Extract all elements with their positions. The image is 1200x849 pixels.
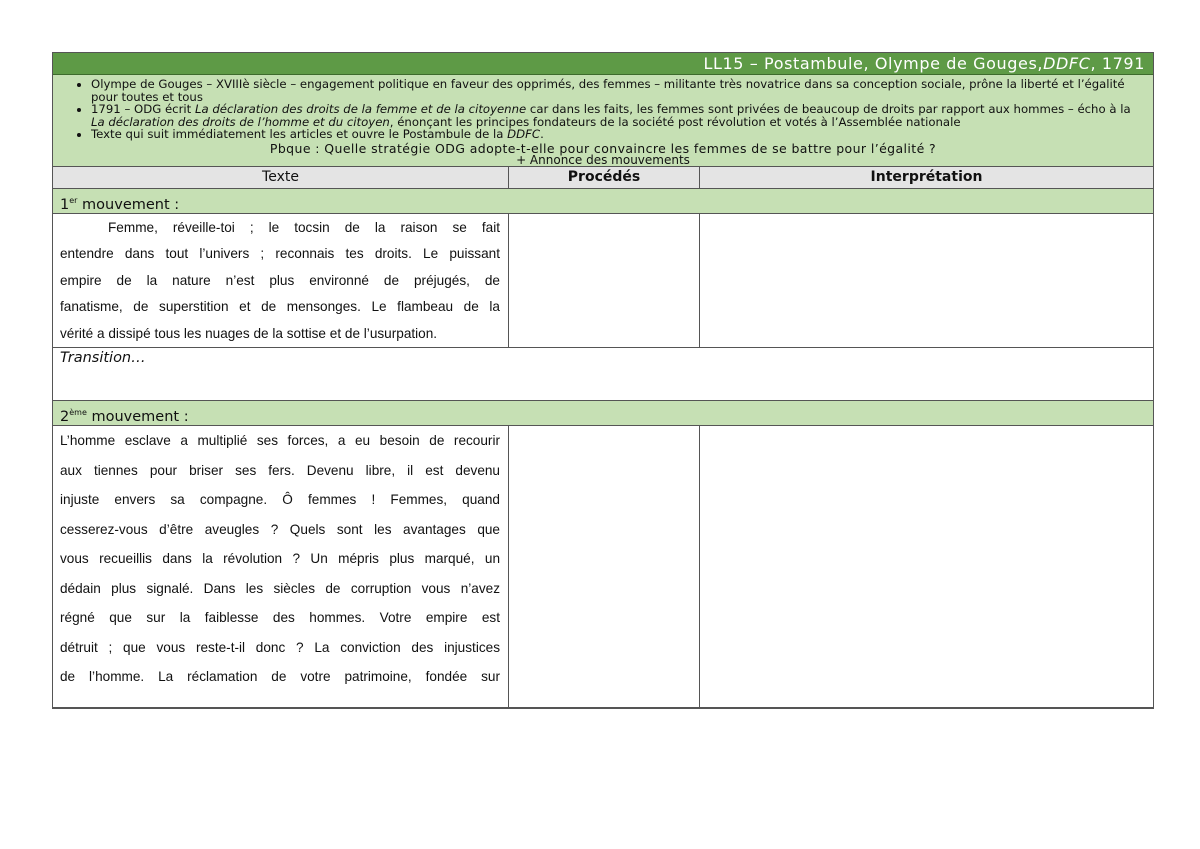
intro-section [53, 75, 1153, 167]
mvt2-label: mouvement : [86, 409, 189, 425]
header-procedes: Procédés [508, 167, 699, 188]
movement-2-procedes-cell[interactable] [508, 426, 699, 708]
title-work: DDFC [1043, 54, 1091, 73]
movement-1-heading [53, 189, 1153, 214]
text-line: vérité a dissipé tous les nuages de la sottise et de l’usurpation. [60, 325, 438, 341]
movement-2-interpretation-cell[interactable] [699, 426, 1153, 708]
header-interpretation: Interprétation [699, 167, 1153, 188]
transition-row[interactable]: Transition… [53, 348, 1153, 401]
text-line: entendre dans tout l’univers ; reconnais tes droits. Le puissant [60, 246, 500, 261]
text-line: dédain plus signalé. Dans les siècles de corruption vous n’avez [60, 580, 500, 596]
mvt2-number: 2 [60, 409, 70, 425]
header-texte: Texte [262, 168, 299, 185]
text-line: Femme, réveille-toi ; le tocsin de la raison se fait [108, 219, 500, 235]
text-line: L’homme esclave a multiplié ses forces, a eu besoin de recourir [60, 433, 500, 448]
intro-bullet-2 [91, 103, 1143, 128]
movement-2-heading [53, 401, 1153, 426]
text-line: cesserez-vous d’être aveugles ? Quels sont les avantages que [60, 521, 500, 537]
title-suffix: , 1791 [1090, 54, 1145, 73]
text-line: empire de la nature n’est plus environné de préjugés, de [60, 272, 500, 288]
bullet2-text-e: , énonçant les principes fondateurs de la société post révolution et votés à l’Assemblée nationale [389, 114, 961, 129]
problematique: Pbque : Quelle stratégie ODG adopte-t-elle pour convaincre les femmes de se battre pour l’égalité ? [269, 140, 937, 156]
column-headers [53, 167, 1153, 189]
intro-bullets [63, 78, 1143, 141]
bullet3-text-c: . [540, 127, 544, 141]
bullet3-title: DDFC [507, 127, 541, 141]
text-line: de l’homme. La réclamation de votre patrimoine, fondée sur [60, 669, 500, 684]
analysis-table [52, 52, 1154, 709]
intro-bullet-1: • Olympe de Gouges – XVIIIè siècle – engagement politique en faveur des opprimés, des femmes – militante très novatrice dans sa conception sociale, prône la liberté et l’égalité pour toutes et tous [91, 78, 1143, 103]
document-title [53, 53, 1153, 75]
text-line: détruit ; que vous reste-t-il donc ? La conviction des injustices [60, 639, 500, 655]
movement-1-interpretation-cell[interactable] [699, 214, 1153, 348]
intro-bullet-3 [91, 128, 1143, 141]
mvt1-number: 1 [60, 196, 70, 213]
title-prefix: LL15 – Postambule, Olympe de Gouges, [703, 54, 1044, 73]
annonce-mouvements: + Annonce des mouvements [516, 152, 690, 167]
mvt1-label: mouvement : [77, 196, 180, 213]
text-line: vous recueillis dans la révolution ? Un mépris plus marqué, un [60, 551, 500, 566]
bullet3-text-a: Texte qui suit immédiatement les articles et ouvre le Postambule de la [91, 127, 508, 141]
bullet2-title-ddhc: La déclaration des droits de l’homme et du citoyen [91, 114, 390, 129]
bullet2-text-a: 1791 – ODG écrit [91, 102, 195, 116]
movement-2-text [53, 426, 508, 708]
movement-1-procedes-cell[interactable] [508, 214, 699, 348]
text-line: régné que sur la faiblesse des hommes. Votre empire est [60, 610, 500, 625]
mvt1-ordinal: er [69, 195, 78, 205]
movement-2-row [53, 426, 1153, 708]
text-line: aux tiennes pour briser ses fers. Devenu libre, il est devenu [60, 462, 500, 478]
bullet2-title-ddfc: La déclaration des droits de la femme et de la citoyenne [194, 102, 527, 116]
bullet2-text-c: car dans les faits, les femmes sont privées de beaucoup de droits par rapport aux hommes – écho à la [526, 102, 1131, 116]
text-line: injuste envers sa compagne. Ô femmes ! Femmes, quand [60, 492, 500, 507]
movement-1-row [53, 214, 1153, 349]
text-line: fanatisme, de superstition et de mensonges. Le flambeau de la [60, 299, 500, 314]
mvt2-ordinal: ème [69, 408, 87, 417]
movement-1-text [53, 214, 508, 348]
